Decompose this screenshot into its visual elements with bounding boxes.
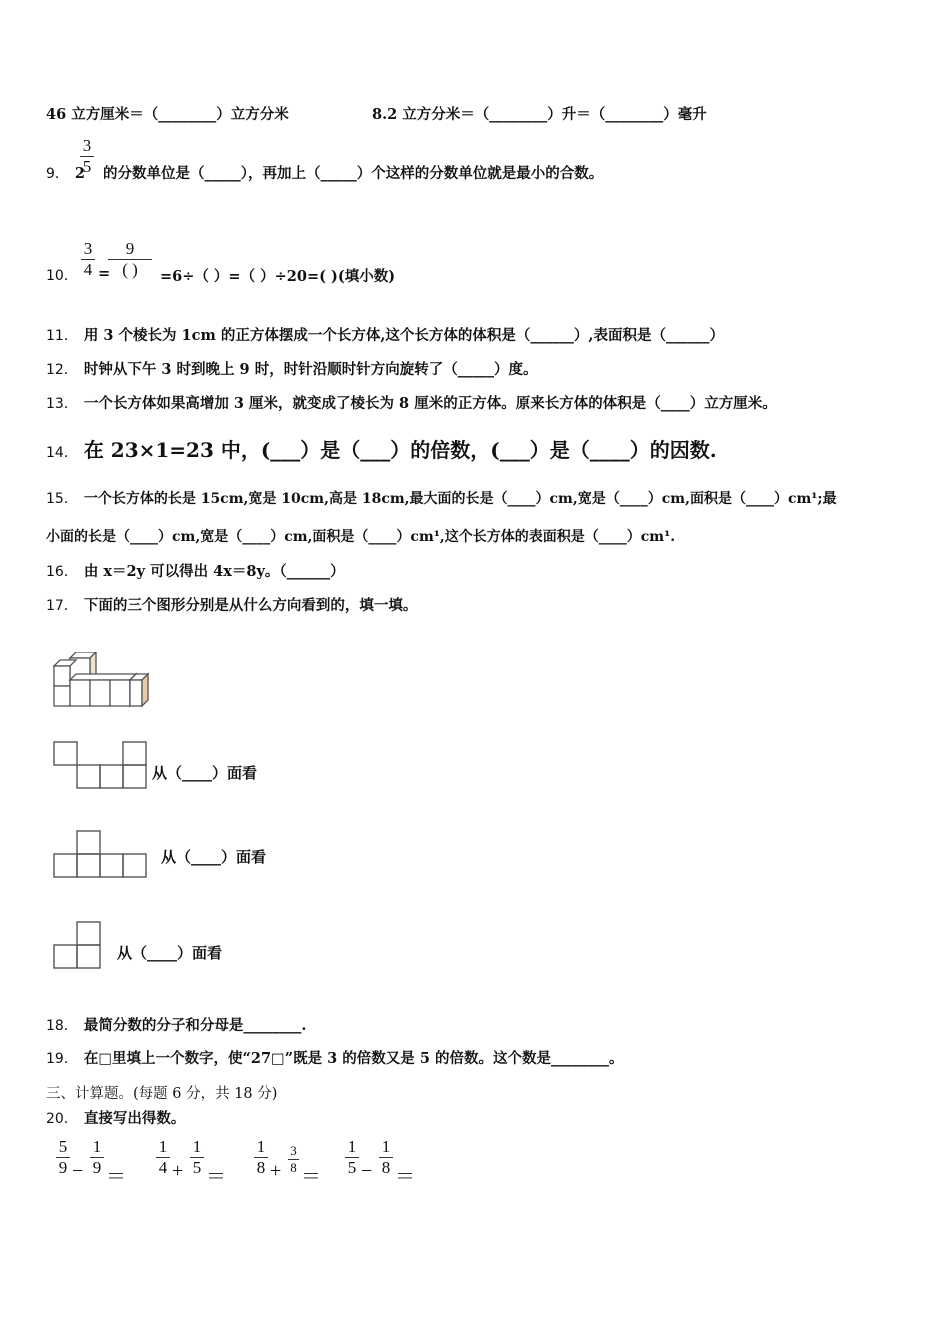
question-18 [46, 1014, 306, 1035]
question-13 [46, 392, 777, 413]
question-text: 一个长方体如果高增加 3 厘米，就变成了棱长为 8 厘米的正方体。原来长方体的体积是（____）立方厘米。 [83, 395, 777, 412]
fraction-left [345, 1138, 359, 1177]
fraction-denominator: 5 [192, 1158, 202, 1177]
question-text-line1: 一个长方体的长是 15cm,宽是 10cm,高是 18cm,最大面的长是（____）cm,宽是（____）cm,面积是（____）cm¹;最 [83, 491, 837, 507]
fraction-denominator: ( ) [122, 260, 138, 279]
question-text: 在□里填上一个数字，使“27□”既是 3 的倍数又是 5 的倍数。这个数是________。 [83, 1050, 624, 1067]
question-number: 20． [46, 1111, 78, 1127]
question-number: 14． [46, 445, 78, 461]
fraction-right [90, 1138, 104, 1177]
question-text: 用 3 个棱长为 1cm 的正方体摆成一个长方体,这个长方体的体积是（______）,表面积是（______） [83, 327, 724, 344]
equals-sign: ＝ [301, 1166, 321, 1188]
question-16 [46, 560, 345, 581]
question-9 [46, 162, 603, 183]
question-text: =6÷（ ）=（ ）÷20=( )(填小数) [160, 268, 396, 285]
fraction-denominator: 4 [83, 260, 93, 279]
question-14 [46, 434, 717, 463]
cube-arrangement-3d-figure [50, 652, 154, 710]
fraction-nine-over-blank [108, 240, 152, 279]
question-number: 11． [46, 328, 78, 344]
view-figure-1 [53, 741, 148, 791]
operator: − [72, 1160, 84, 1182]
operator: + [172, 1160, 184, 1182]
question-10 [46, 265, 84, 285]
question-text: 最简分数的分子和分母是________. [83, 1017, 307, 1034]
question-number: 9． [46, 166, 69, 182]
equals-sign: ＝ [206, 1166, 226, 1188]
question-19 [46, 1047, 623, 1068]
operator: − [361, 1160, 373, 1182]
calc-expression-3 [254, 1138, 334, 1188]
fraction-denominator: 8 [290, 1160, 297, 1175]
question-17 [46, 594, 417, 615]
calc-expression-4 [345, 1138, 425, 1188]
equals-sign: ＝ [395, 1166, 415, 1188]
question-number: 13． [46, 396, 78, 412]
calc-expression-2 [156, 1138, 236, 1188]
section-title-calculation: 三、计算题。(每题 6 分，共 18 分) [46, 1086, 278, 1102]
question-volume-conversion-a: 46 立方厘米＝（________）立方分米 [46, 106, 289, 123]
mixed-number-fraction [80, 137, 94, 176]
question-number: 15． [46, 491, 78, 507]
question-15-continued: 小面的长是（____）cm,宽是（____）cm,面积是（____）cm¹,这个长方体的表面积是（____）cm¹. [46, 529, 676, 545]
view-label-3: 从（____）面看 [117, 944, 223, 962]
fraction-numerator: 1 [381, 1137, 391, 1156]
fraction-numerator: 1 [92, 1137, 102, 1156]
fraction-three-quarters [81, 240, 95, 279]
fraction-denominator: 9 [58, 1158, 68, 1177]
question-text: 下面的三个图形分别是从什么方向看到的，填一填。 [83, 597, 418, 614]
question-20 [46, 1107, 185, 1128]
view-label-2: 从（____）面看 [161, 848, 267, 866]
question-text: 的分数单位是（_____），再加上（_____）个这样的分数单位就是最小的合数。 [103, 165, 604, 182]
fraction-left [254, 1138, 268, 1177]
question-number: 17． [46, 598, 78, 614]
fraction-right [379, 1138, 393, 1177]
question-number: 19． [46, 1051, 78, 1067]
question-text: 时钟从下午 3 时到晚上 9 时，时针沿顺时针方向旋转了（_____）度。 [83, 361, 538, 378]
question-15 [46, 488, 837, 508]
question-number: 18． [46, 1018, 78, 1034]
question-text: 在 23×1=23 中，(___）是（___）的倍数，(___）是（____）的因数. [83, 438, 717, 462]
question-number: 12． [46, 362, 78, 378]
fraction-numerator: 9 [125, 239, 135, 258]
fraction-denominator: 8 [256, 1158, 266, 1177]
fraction-denominator: 5 [347, 1158, 357, 1177]
fraction-numerator: 1 [158, 1137, 168, 1156]
fraction-denominator: 9 [92, 1158, 102, 1177]
fraction-right [190, 1138, 204, 1177]
question-11 [46, 324, 724, 345]
fraction-numerator: 3 [290, 1143, 297, 1158]
fraction-denominator: 4 [158, 1158, 168, 1177]
question-text: 直接写出得数。 [83, 1110, 186, 1127]
fraction-left [156, 1138, 170, 1177]
fraction-numerator: 5 [58, 1137, 68, 1156]
equals-sign: ＝ [106, 1166, 126, 1188]
fraction-numerator: 1 [347, 1137, 357, 1156]
mixed-number-whole: 2 [74, 165, 86, 182]
fraction-numerator: 3 [82, 136, 92, 155]
fraction-left [56, 1138, 70, 1177]
view-label-1: 从（____）面看 [152, 764, 258, 782]
calc-expression-1 [56, 1138, 136, 1188]
question-number: 10． [46, 268, 78, 284]
view-figure-2 [53, 830, 148, 880]
question-volume-conversion-b: 8.2 立方分米＝（________）升＝（________）毫升 [372, 106, 707, 123]
question-number: 16． [46, 564, 78, 580]
fraction-numerator: 1 [256, 1137, 266, 1156]
fraction-numerator: 1 [192, 1137, 202, 1156]
fraction-right-small [288, 1144, 299, 1175]
question-12 [46, 358, 537, 379]
question-text: 由 x＝2y 可以得出 4x＝8y。（______） [83, 563, 345, 580]
equals-sign: = [98, 265, 111, 282]
fraction-denominator: 8 [381, 1158, 391, 1177]
fraction-numerator: 3 [83, 239, 93, 258]
view-figure-3 [53, 921, 103, 971]
operator: + [270, 1160, 282, 1182]
fraction-denominator: 5 [82, 157, 92, 176]
